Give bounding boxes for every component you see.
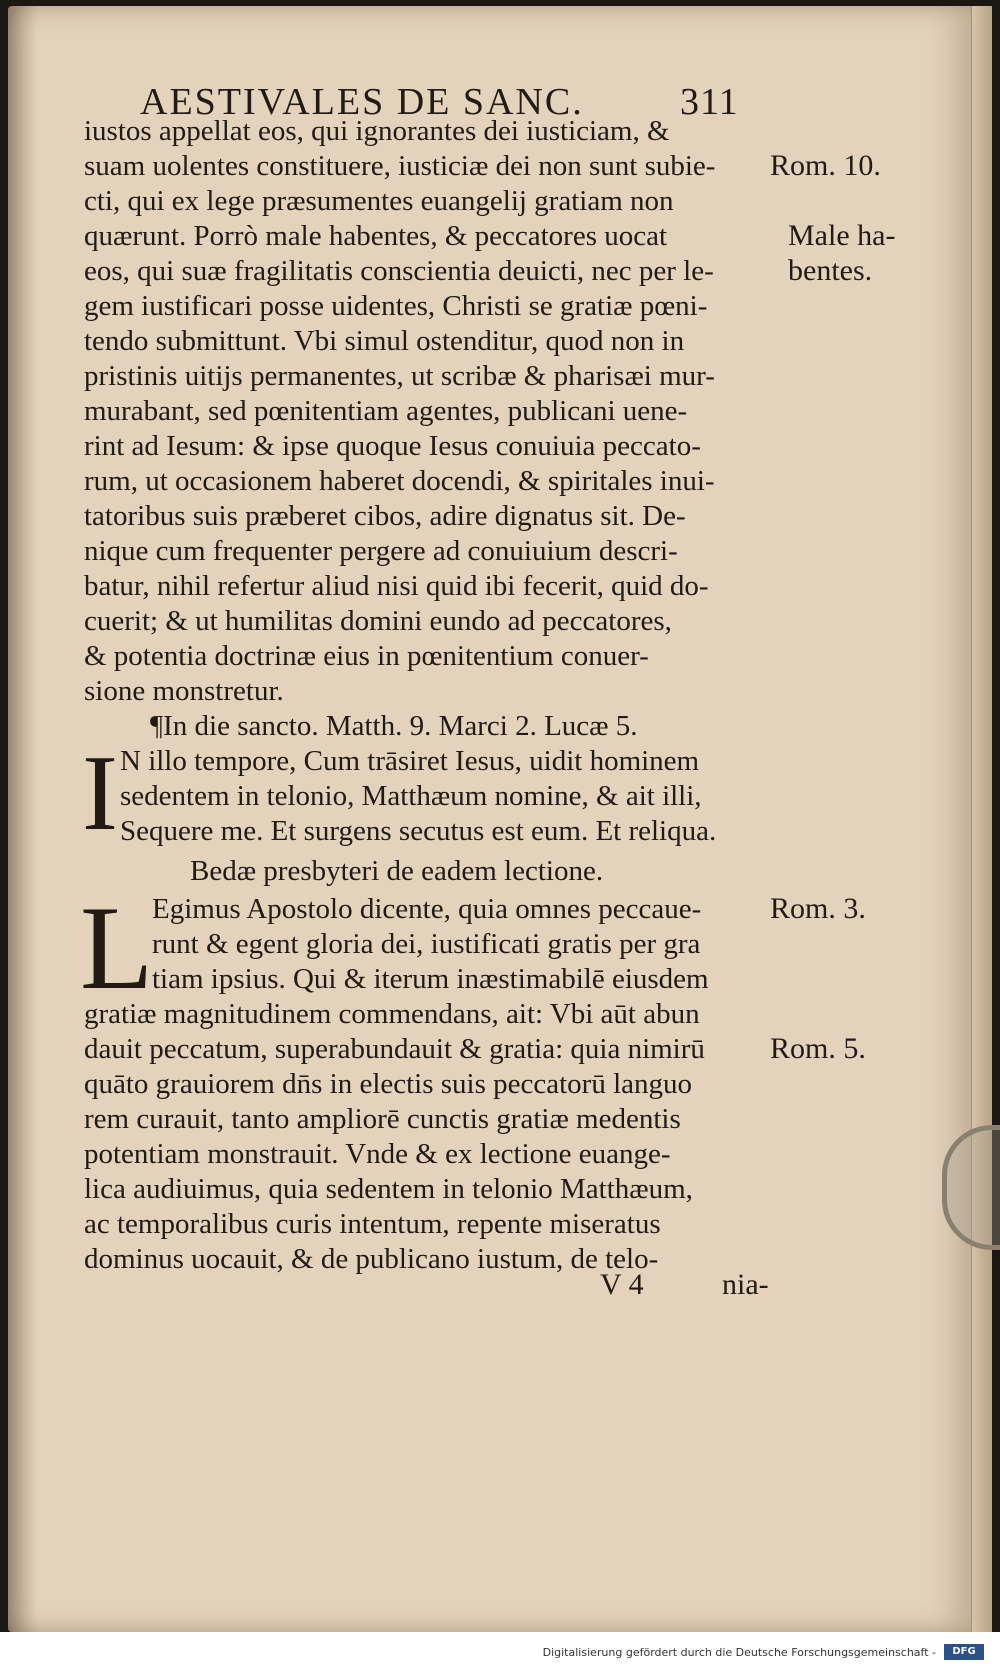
- homily-title: Bedæ presbyteri de eadem lectione.: [190, 855, 604, 887]
- text-line: nique cum frequenter pergere ad conuiuium descri-: [84, 535, 678, 567]
- text-line: rum, ut occasionem haberet docendi, & spiritales inui-: [84, 465, 715, 497]
- drop-cap-i: I: [82, 734, 118, 853]
- text-line: sione monstretur.: [84, 675, 284, 707]
- text-line: gem iustificari posse uidentes, Christi se gratiæ pœni-: [84, 290, 708, 322]
- text-line: pristinis uitijs permanentes, ut scribæ & pharisæi mur-: [84, 360, 715, 392]
- text-line: batur, nihil refertur aliud nisi quid ibi fecerit, quid do-: [84, 570, 709, 602]
- homily-line: rem curauit, tanto ampliorē cunctis gratiæ medentis: [84, 1103, 681, 1135]
- running-title: AESTIVALES DE SANC.: [140, 81, 584, 123]
- signature-mark: V 4: [600, 1268, 644, 1301]
- text-line: cti, qui ex lege præsumentes euangelij gratiam non: [84, 185, 674, 217]
- homily-line: tiam ipsius. Qui & iterum inæstimabilē eiusdem: [152, 963, 709, 995]
- text-line: rint ad Iesum: & ipse quoque Iesus conuiuia peccato-: [84, 430, 701, 462]
- drop-cap-l: L: [80, 881, 154, 1014]
- gospel-line: sedentem in telonio, Matthæum nomine, & ait illi,: [120, 780, 702, 812]
- marginal-note: Rom. 10.: [770, 149, 881, 182]
- footer-bar: [0, 1632, 1000, 1670]
- homily-line: dauit peccatum, superabundauit & gratia: quia nimirū: [84, 1033, 705, 1065]
- homily-line: Egimus Apostolo dicente, quia omnes peccaue-: [152, 893, 702, 925]
- text-line: & potentia doctrinæ eius in pœnitentium conuer-: [84, 640, 649, 672]
- text-line: tatoribus suis præberet cibos, adire dignatus sit. De-: [84, 500, 686, 532]
- marginal-note: Male ha-: [788, 219, 896, 252]
- homily-line: quāto grauiorem dn̄s in electis suis peccatorū languo: [84, 1068, 693, 1100]
- text-line: tendo submittunt. Vbi simul ostenditur, quod non in: [84, 325, 685, 357]
- marginal-note: Rom. 3.: [770, 892, 866, 925]
- text-line: cuerit; & ut humilitas domini eundo ad peccatores,: [84, 605, 672, 637]
- page-edge: [971, 6, 992, 1632]
- text-line: suam uolentes constituere, iusticiæ dei non sunt subie-: [84, 150, 716, 182]
- text-line: iustos appellat eos, qui ignorantes dei iusticiam, &: [84, 115, 670, 147]
- text-line: quærunt. Porrò male habentes, & peccatores uocat: [84, 220, 668, 252]
- gospel-line: Sequere me. Et surgens secutus est eum. Et reliqua.: [120, 815, 717, 847]
- marginal-note: bentes.: [788, 254, 873, 287]
- section-heading: ¶In die sancto. Matth. 9. Marci 2. Lucæ 5.: [150, 710, 638, 742]
- funding-credit: Digitalisierung gefördert durch die Deutsche Forschungsgemeinschaft -: [542, 1646, 936, 1659]
- homily-line: lica audiuimus, quia sedentem in telonio Matthæum,: [84, 1173, 693, 1205]
- homily-line: runt & egent gloria dei, iustificati gratis per gra: [152, 928, 701, 960]
- homily-line: ac temporalibus curis intentum, repente miseratus: [84, 1208, 661, 1240]
- page-gutter-shadow: [8, 6, 38, 1632]
- text-line: eos, qui suæ fragilitatis conscientia deuicti, nec per le-: [84, 255, 714, 287]
- marginal-note: Rom. 5.: [770, 1032, 866, 1065]
- homily-line: potentiam monstrauit. Vnde & ex lectione euange-: [84, 1138, 671, 1170]
- folio-number: 311: [680, 81, 739, 123]
- text-line: murabant, sed pœnitentiam agentes, publicani uene-: [84, 395, 688, 427]
- homily-line: dominus uocauit, & de publicano iustum, de telo-: [84, 1243, 659, 1275]
- gospel-line: N illo tempore, Cum trāsiret Iesus, uidit hominem: [120, 745, 700, 777]
- dfg-logo-icon: DFG: [944, 1644, 984, 1660]
- catchword: nia-: [722, 1268, 769, 1301]
- homily-line: gratiæ magnitudinem commendans, ait: Vbi aūt abun: [84, 998, 700, 1030]
